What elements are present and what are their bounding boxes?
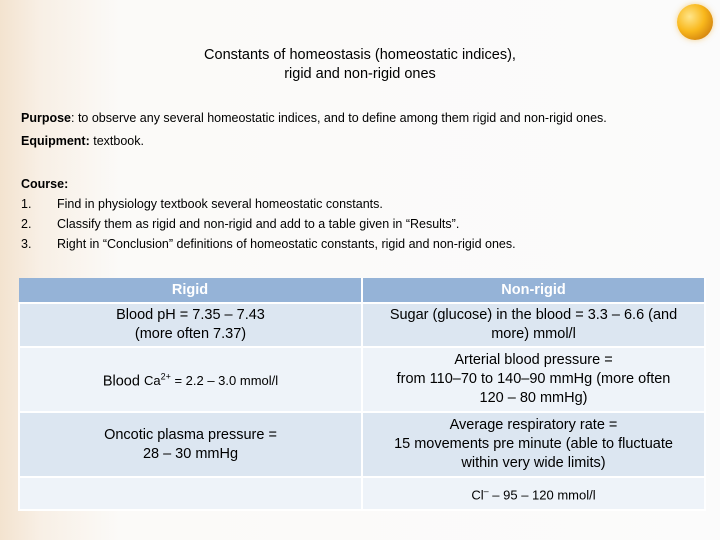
cell-rigid <box>19 347 362 412</box>
item-text: Right in “Conclusion” definitions of homeostatic constants, rigid and non-rigid ones. <box>57 237 516 251</box>
ion: Ca <box>143 373 161 389</box>
table-row <box>19 477 705 510</box>
ion-formula <box>144 373 278 388</box>
table-row <box>19 303 705 347</box>
list-item <box>21 194 516 214</box>
cell-line: Sugar (glucose) in the blood = 3.3 – 6.6 (and <box>389 307 678 323</box>
cell-rigid <box>19 303 362 347</box>
cell-line: Arterial blood pressure = <box>454 352 613 368</box>
cell-line: Blood pH = 7.35 – 7.43 <box>116 307 265 323</box>
equipment-text <box>21 133 144 149</box>
course-label: Course: <box>21 177 69 191</box>
cell-line: 15 movements pre minute (able to fluctuate <box>394 436 673 452</box>
course-section <box>21 174 516 254</box>
cell-line: Average respiratory rate = <box>449 417 618 433</box>
results-table <box>18 278 706 511</box>
table-header <box>19 278 705 303</box>
list-item <box>21 214 516 234</box>
item-number: 3. <box>21 237 32 251</box>
item-text: Find in physiology textbook several homeostatic constants. <box>57 197 383 211</box>
cell-line: more) mmol/l <box>491 326 576 342</box>
ion: Cl <box>471 487 484 503</box>
item-text: Classify them as rigid and non-rigid and add to a table given in “Results”. <box>57 217 460 231</box>
list-item <box>21 234 516 254</box>
table-row <box>19 412 705 477</box>
purpose-text <box>21 110 607 126</box>
cell-nonrigid <box>362 477 705 510</box>
cell-text: Blood <box>102 373 144 390</box>
cell-text: – 95 – 120 mmol/l <box>488 487 596 503</box>
cell-line: Oncotic plasma pressure = <box>104 426 277 443</box>
cell-line: from 110–70 to 140–90 mmHg (more often <box>396 371 671 387</box>
cell-line: 120 – 80 mmHg) <box>479 390 588 406</box>
cell-rigid <box>19 412 362 477</box>
header-nonrigid: Non-rigid <box>362 278 705 303</box>
item-number: 2. <box>21 217 32 231</box>
ion-charge: – <box>483 486 489 497</box>
header-rigid: Rigid <box>19 278 362 303</box>
purpose-body: : to observe any several homeostatic indices, and to define among them rigid and non-rigid ones. <box>71 111 607 125</box>
table-row <box>19 347 705 412</box>
cell-nonrigid <box>362 303 705 347</box>
purpose-label: Purpose <box>21 111 72 125</box>
cell-line: within very wide limits) <box>461 455 606 471</box>
cell-line: (more often 7.37) <box>134 326 247 342</box>
title-line: rigid and non-rigid ones <box>284 66 436 82</box>
ion-charge: 2+ <box>160 371 171 382</box>
equipment-body: textbook. <box>89 134 144 148</box>
page-title <box>0 46 720 84</box>
equipment-label: Equipment: <box>21 134 90 148</box>
cell-text: = 2.2 – 3.0 mmol/l <box>170 373 279 389</box>
cell-nonrigid <box>362 347 705 412</box>
title-line: Constants of homeostasis (homeostatic indices), <box>204 47 516 63</box>
logo-orb-icon <box>677 4 713 40</box>
cell-nonrigid <box>362 412 705 477</box>
cell-line: 28 – 30 mmHg <box>142 445 239 462</box>
item-number: 1. <box>21 197 32 211</box>
cell-rigid-empty <box>19 477 362 510</box>
